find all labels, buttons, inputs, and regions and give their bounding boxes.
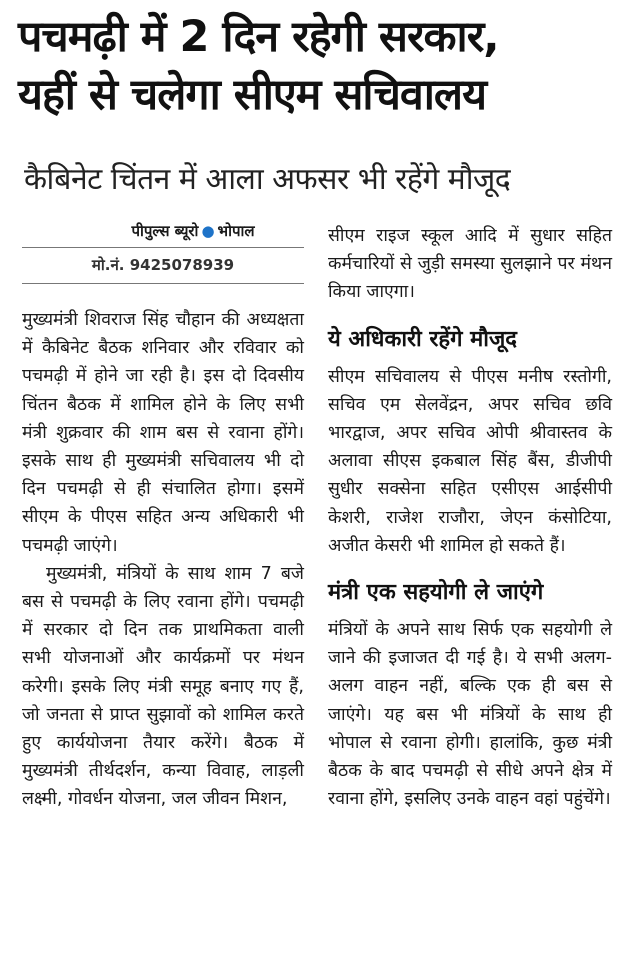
byline [82,220,304,242]
section-heading-officials: ये अधिकारी रहेंगे मौजूद [328,326,517,352]
right-column [328,222,612,813]
headline [18,8,613,124]
left-column [22,306,304,814]
subheadline: कैबिनेट चिंतन में आला अफसर भी रहेंगे मौजूद [24,162,511,197]
headline-line-2: यहीं से चलेगा सीएम सचिवालय [18,70,487,120]
byline-divider [22,247,304,248]
section-body-ministers: मंत्रियों के अपने साथ सिर्फ एक सहयोगी ले जाने की इजाजत दी गई है। ये सभी अलग-अलग वाहन नहीं, बल्कि एक ही बस से जाएंगे। यह बस भी मंत्रियों के साथ ही भोपाल से रवाना होगी। हालांकि, कुछ मंत्री बैठक के बाद पचमढ़ी से सीधे अपने क्षेत्र में रवाना होंगे, इसलिए उनके वाहन वहां पहुंचेंगे। [328,620,612,810]
left-paragraph-2: मुख्यमंत्री, मंत्रियों के साथ शाम 7 बजे बस से पचमढ़ी के लिए रवाना होंगे। पचमढ़ी में सरकार दो दिन तक प्राथमिकता वाली सभी योजनाओं और कार्यक्रमों पर मंथन करेगी। इसके लिए मंत्री समूह बनाए गए हैं, जो जनता से प्राप्त सुझावों को शामिल करते हुए कार्ययोजना तैयार करेंगे। बैठक में मुख्यमंत्री तीर्थदर्शन, कन्या विवाह, लाड़ली लक्ष्मी, गोवर्धन योजना, जल जीवन मिशन, [22,563,304,810]
left-paragraph-1: मुख्यमंत्री शिवराज सिंह चौहान की अध्यक्षता में कैबिनेट बैठक शनिवार और रविवार को पचमढ़ी में होने जा रही है। इस दो दिवसीय चिंतन बैठक में शामिल होने के लिए सभी मंत्री शुक्रवार की शाम बस से रवाना होंगे। इसके साथ ही मुख्यमंत्री सचिवालय भी दो दिन पचमढ़ी से ही संचालित होगा। इसमें सीएम के पीएस सहित अन्य अधिकारी भी पचमढ़ी जाएंगे। [22,310,304,556]
byline-source: पीपुल्स ब्यूरो [131,222,199,240]
byline-city: भोपाल [217,222,255,240]
contact-number: मो.नं. 9425078939 [91,256,235,274]
contact-divider [22,283,304,284]
section-body-officials: सीएम सचिवालय से पीएस मनीष रस्तोगी, सचिव एम सेलवेंद्रन, अपर सचिव छवि भारद्वाज, अपर सचिव ओपी श्रीवास्तव के अलावा सीएस इकबाल सिंह बैंस, डीजीपी सुधीर सक्सेना सहित एसीएस आईसीपी केशरी, राजेश राजौरा, जेएन कंसोटिया, अजीत केसरी भी शामिल हो सकते हैं। [328,366,612,556]
section-heading-ministers: मंत्री एक सहयोगी ले जाएंगे [328,580,544,606]
bullet-dot-icon: ● [201,222,215,240]
right-paragraph-1: सीएम राइज स्कूल आदि में सुधार सहित कर्मचारियों से जुड़ी समस्या सुलझाने पर मंथन किया जाएगा। [328,226,612,303]
headline-line-1: पचमढ़ी में 2 दिन रहेगी सरकार, [18,12,499,62]
